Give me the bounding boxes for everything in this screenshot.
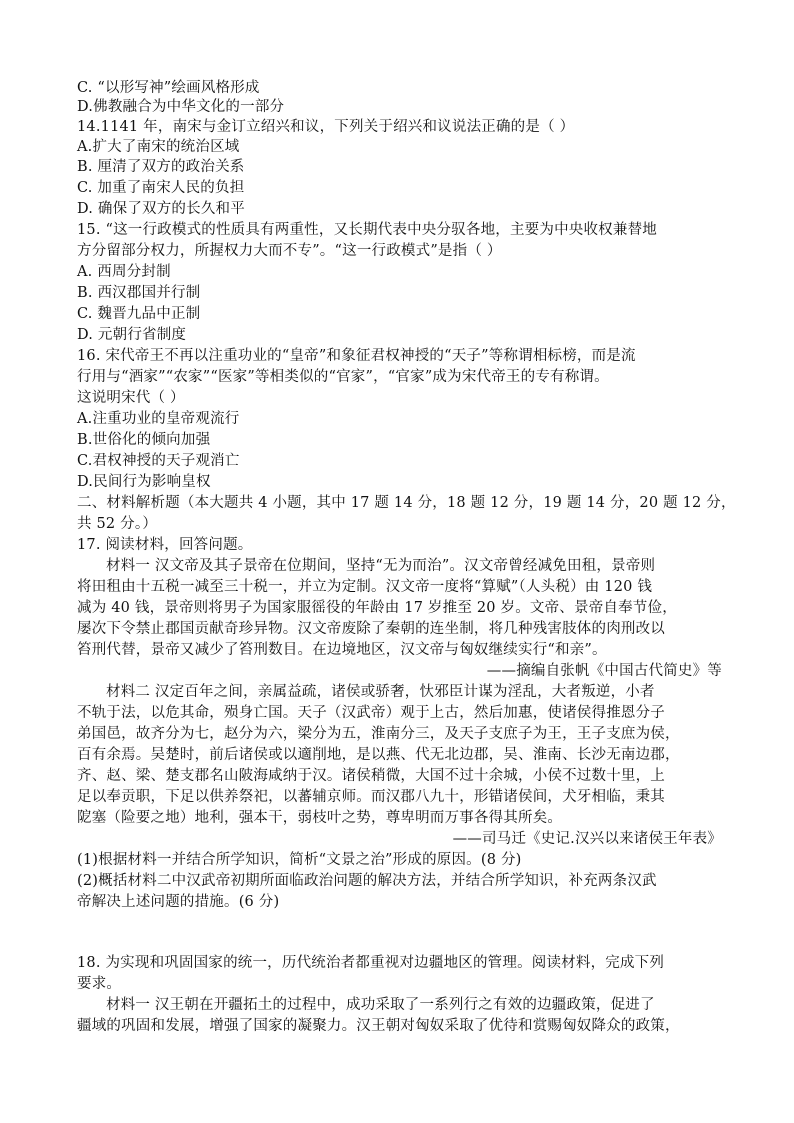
q15-option-d: D. 元朝行省制度: [77, 327, 187, 343]
q17-material2-line-2: 不轨于法，以危其命，殒身亡国。天子（汉武帝）观于上古，然后加惠，使诸侯得推恩分子: [77, 705, 665, 721]
q14-option-b: B. 厘清了双方的政治关系: [77, 159, 245, 175]
section2-title-line-1: 二、材料解析题（本大题共 4 小题，其中 17 题 14 分，18 题 12 分，19 题 14 分，20 题 12 分，: [77, 495, 736, 511]
q14-stem: 14.1141 年，南宋与金订立绍兴和议，下列关于绍兴和议说法正确的是（ ）: [77, 119, 575, 135]
q17-material1-line-2: 将田租由十五税一减至三十税一，并立为定制。汉文帝一度将“算赋”（人头税）由 120 钱: [77, 579, 653, 595]
q18-material1-line-1: 材料一 汉王朝在开疆拓土的过程中，成功采取了一系列行之有效的边疆政策，促进了: [106, 997, 655, 1013]
q13-option-d: D.佛教融合为中华文化的一部分: [77, 99, 285, 115]
q18-material1-line-2: 疆域的巩固和发展，增强了国家的凝聚力。汉王朝对匈奴采取了优待和赏赐匈奴降众的政策，: [77, 1018, 680, 1034]
q17-material2-line-6: 足以奉贡职，下足以供养祭祀，以蕃辅京师。而汉郡八九十，形错诸侯间，犬牙相临，秉其: [77, 789, 665, 805]
q17-material1-line-1: 材料一 汉文帝及其子景帝在位期间，坚持“无为而治”。汉文帝曾经减免田租，景帝则: [106, 558, 656, 574]
q15-option-a: A. 西周分封制: [77, 264, 171, 280]
q17-stem: 17. 阅读材料，回答问题。: [77, 537, 253, 553]
q17-subquestion-2-line-1: (2)概括材料二中汉武帝初期所面临政治问题的解决方法，并结合所学知识，补充两条汉武: [77, 873, 657, 889]
q17-material2-line-7: 阸塞（险要之地）地利，强本干，弱枝叶之势，尊卑明而万事各得其所矣。: [77, 810, 563, 826]
q17-material1-line-3: 减为 40 钱，景帝则将男子为国家服徭役的年龄由 17 岁推至 20 岁。文帝、景帝自奉节俭，: [77, 600, 677, 616]
q16-stem-line-2: 行用与“酒家”“农家”“医家”等相类似的“官家”，“官家”成为宋代帝王的专有称谓。: [77, 369, 609, 385]
q18-stem-line-2: 要求。: [77, 976, 122, 992]
section2-title-line-2: 共 52 分。）: [77, 516, 158, 532]
q15-option-b: B. 西汉郡国并行制: [77, 285, 201, 301]
q16-option-c: C.君权神授的天子观消亡: [77, 453, 240, 469]
q16-stem-line-3: 这说明宋代（ ）: [77, 390, 185, 406]
q14-option-d: D. 确保了双方的长久和平: [77, 201, 245, 217]
q18-stem-line-1: 18. 为实现和巩固国家的统一，历代统治者都重视对边疆地区的管理。阅读材料，完成下列: [77, 955, 665, 971]
q14-option-c: C. 加重了南宋人民的负担: [77, 180, 245, 196]
q17-material2-line-3: 弟国邑，故齐分为七，赵分为六，梁分为五，淮南分三，及天子支庶子为王，王子支庶为侯，: [77, 726, 680, 742]
q17-subquestion-2-line-2: 帝解决上述问题的措施。(6 分): [77, 894, 280, 910]
q16-stem-line-1: 16. 宋代帝王不再以注重功业的“皇帝”和象征君权神授的“天子”等称谓相标榜，而是流: [77, 348, 636, 364]
q16-option-b: B.世俗化的倾向加强: [77, 432, 211, 448]
q17-material1-line-5: 笞刑代替，景帝又减少了笞刑数目。在边境地区，汉文帝与匈奴继续实行“和亲”。: [77, 642, 607, 658]
q16-option-d: D.民间行为影响皇权: [77, 474, 211, 490]
q17-material2-source: ——司马迁《史记.汉兴以来诸侯王年表》: [452, 831, 722, 847]
q15-stem-line-1: 15. “这一行政模式的性质具有两重性，又长期代表中央分驭各地，主要为中央收权兼替地: [77, 222, 657, 238]
q17-material2-line-1: 材料二 汉定百年之间，亲属益疏，诸侯或骄奢，忕邪臣计谋为淫乱，大者叛逆，小者: [106, 684, 655, 700]
q14-option-a: A.扩大了南宋的统治区域: [77, 139, 240, 155]
q17-material1-source: ——摘编自张帆《中国古代简史》等: [486, 663, 722, 679]
q13-option-c: C. “以形写神”绘画风格形成: [77, 80, 260, 96]
q15-stem-line-2: 方分留部分权力，所握权力大而不专”。“这一行政模式”是指（ ）: [77, 243, 502, 259]
q17-material2-line-5: 齐、赵、梁、楚支郡名山陂海咸纳于汉。诸侯稍微，大国不过十余城，小侯不过数十里，上: [77, 768, 665, 784]
q16-option-a: A.注重功业的皇帝观流行: [77, 411, 240, 427]
q17-material1-line-4: 屡次下令禁止郡国贡献奇珍异物。汉文帝废除了秦朝的连坐制，将几种残害肢体的肉刑改以: [77, 621, 665, 637]
q17-subquestion-1: (1)根据材料一并结合所学知识，简析“文景之治”形成的原因。(8 分): [77, 852, 522, 868]
q15-option-c: C. 魏晋九品中正制: [77, 306, 201, 322]
q17-material2-line-4: 百有余焉。吴楚时，前后诸侯或以適削地，是以燕、代无北边郡，吴、淮南、长沙无南边郡，: [77, 747, 680, 763]
